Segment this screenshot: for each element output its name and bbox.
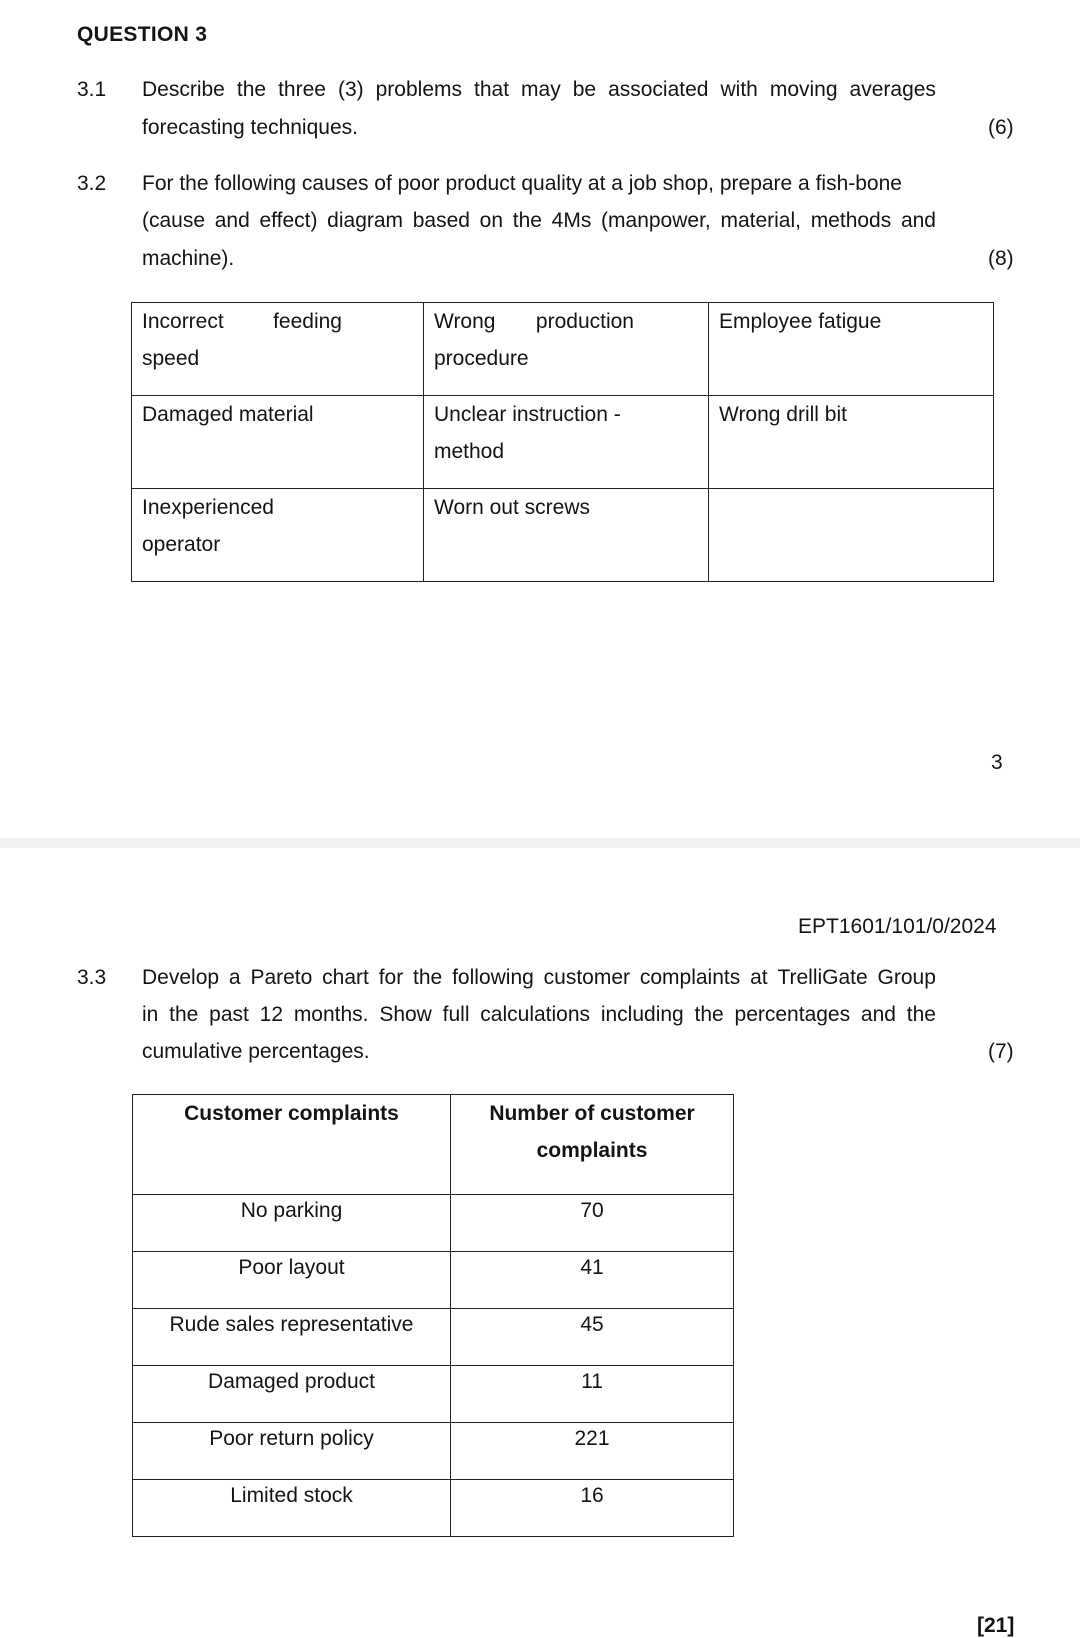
complaint-count-cell: 70 (451, 1195, 734, 1252)
header-customer-complaints: Customer complaints (133, 1095, 451, 1195)
page1-q32-line2-word: (manpower, (601, 209, 711, 232)
q31-line-2: forecasting techniques. (142, 116, 358, 139)
page1-q31-line1-word: problems (375, 78, 462, 101)
complaints-table-row (133, 1252, 734, 1309)
complaints-table (132, 1094, 734, 1537)
page2-q33-line1-word: at (750, 966, 768, 989)
page2-q33-line2-word: months. (293, 1003, 369, 1026)
q31-number: 3.1 (77, 78, 107, 101)
causes-table-cell (709, 303, 994, 396)
page1-q31-line1-word: may (521, 78, 561, 101)
page1-q31-line1-word: moving (769, 78, 838, 101)
page2-q33-line2-word: full (442, 1003, 470, 1026)
cause-word: Incorrect (142, 310, 224, 333)
q32-line-1-text: For the following causes of poor product quality at a job shop, prepare a fish-bone (142, 172, 902, 195)
page2-q33-line2-word: the (694, 1003, 724, 1026)
q32-marks: (8) (988, 247, 1014, 270)
page1-q32-line2-word: effect) (259, 209, 318, 232)
cause-line-2: procedure (434, 347, 529, 370)
page1-q31-line1-word: the (236, 78, 267, 101)
page1-q31-line1-word: (3) (337, 78, 364, 101)
page2-q33-line1-word: the (413, 966, 443, 989)
page1-q31-line1-word: Describe (142, 78, 225, 101)
causes-table-cell (424, 303, 709, 396)
total-marks: [21] (977, 1614, 1015, 1637)
complaints-table-row (133, 1195, 734, 1252)
question-heading: QUESTION 3 (77, 23, 208, 46)
causes-table-cell (709, 396, 994, 489)
page2-q33-line2-word: the (169, 1003, 199, 1026)
page2-q33-line2-word: including (600, 1003, 684, 1026)
page1-q32-line2-word: and (214, 209, 250, 232)
page2-q33-line2-word: 12 (259, 1003, 284, 1026)
causes-table-cell (709, 489, 994, 582)
complaint-count-cell: 45 (451, 1309, 734, 1366)
page1-q32-line2-word: 4Ms (551, 209, 592, 232)
complaint-name-cell: Poor return policy (133, 1423, 451, 1480)
page1-q31-line1-word: be (572, 78, 597, 101)
page2-q33-line2-word: and (860, 1003, 896, 1026)
page2-q33-line1-word: chart (322, 966, 369, 989)
causes-table-row (132, 396, 994, 489)
page2-q33-line2-word: Show (379, 1003, 432, 1026)
q33-marks: (7) (988, 1040, 1014, 1063)
page1-q31-line1-word: with (720, 78, 758, 101)
complaint-name-cell: Rude sales representative (133, 1309, 451, 1366)
page2-q33-line1-word: Pareto (250, 966, 313, 989)
cause-word: feeding (273, 310, 342, 333)
page2-q33-line1-word: complaints (639, 966, 741, 989)
page2-q33-line2-word: past (209, 1003, 249, 1026)
causes-table-row (132, 489, 994, 582)
complaint-name-cell: No parking (133, 1195, 451, 1252)
complaint-name-cell: Limited stock (133, 1480, 451, 1537)
cause-line-1: Unclear instruction - (434, 403, 621, 426)
cause-line-2: speed (142, 347, 200, 370)
complaints-table-row (133, 1309, 734, 1366)
page1-q31-line1-word: three (278, 78, 326, 101)
page1-q32-line2-word: (cause (142, 209, 206, 232)
cause-line-1 (142, 303, 342, 340)
cause-word: production (535, 310, 634, 333)
complaints-table-header-row (133, 1095, 734, 1195)
page1-q32-line2-word: and (900, 209, 936, 232)
cause-line-1: Employee fatigue (719, 310, 882, 333)
page1-q32-line2-word: the (512, 209, 542, 232)
complaint-count-cell: 41 (451, 1252, 734, 1309)
causes-table-cell (132, 396, 424, 489)
page2-q33-line2-word: the (906, 1003, 936, 1026)
cause-line-1 (434, 303, 634, 340)
q32-line-3: machine). (142, 247, 235, 270)
cause-line-2: method (434, 440, 505, 463)
page2-q33-line2-word: calculations (480, 1003, 591, 1026)
cause-line-1: Damaged material (142, 403, 314, 426)
header-number-of-complaints (451, 1095, 734, 1195)
cause-word: Wrong (434, 310, 496, 333)
q33-line-2 (142, 1003, 936, 1027)
complaint-count-cell: 16 (451, 1480, 734, 1537)
causes-table-cell (132, 303, 424, 396)
complaints-table-row (133, 1423, 734, 1480)
page2-q33-line1-word: customer (543, 966, 631, 989)
complaint-count-cell: 221 (451, 1423, 734, 1480)
q33-number: 3.3 (77, 966, 107, 989)
page-number: 3 (991, 751, 1003, 774)
page2-q33-line2-word: percentages (734, 1003, 851, 1026)
page1-q31-line1-word: that (474, 78, 510, 101)
q31-line-1 (142, 78, 936, 102)
page2-q33-line1-word: TrelliGate (777, 966, 868, 989)
page1-q31-line1-word: averages (849, 78, 936, 101)
page1-q31-line1-word: associated (608, 78, 709, 101)
page2-q33-line1-word: Group (877, 966, 936, 989)
page1-q32-line2-word: on (479, 209, 504, 232)
complaint-name-cell: Damaged product (133, 1366, 451, 1423)
complaint-name-cell: Poor layout (133, 1252, 451, 1309)
complaints-table-row (133, 1366, 734, 1423)
page1-q32-line2-word: diagram (327, 209, 404, 232)
q33-line-1 (142, 966, 936, 990)
page2-q33-line2-word: in (142, 1003, 159, 1026)
cause-line-2: operator (142, 533, 221, 556)
q32-number: 3.2 (77, 172, 107, 195)
page1-q32-line2-word: material, (720, 209, 801, 232)
cause-line-1: Wrong drill bit (719, 403, 847, 426)
document-code: EPT1601/101/0/2024 (798, 915, 997, 938)
complaint-count-cell: 11 (451, 1366, 734, 1423)
cause-line-1: Worn out screws (434, 496, 590, 519)
complaints-table-row (133, 1480, 734, 1537)
causes-table-cell (132, 489, 424, 582)
page-separator (0, 838, 1080, 848)
page2-q33-line1-word: for (378, 966, 404, 989)
q32-line-1 (142, 172, 936, 196)
q32-line-2 (142, 209, 936, 233)
cause-line-1: Inexperienced (142, 496, 274, 519)
page2-q33-line1-word: following (452, 966, 534, 989)
header-number-of-complaints-text: Number of customer complaints (489, 1102, 695, 1162)
page2-q33-line1-word: a (228, 966, 241, 989)
page1-q32-line2-word: based (412, 209, 470, 232)
page1-q32-line2-word: methods (810, 209, 892, 232)
q31-marks: (6) (988, 116, 1014, 139)
page2-q33-line1-word: Develop (142, 966, 220, 989)
causes-table-cell (424, 489, 709, 582)
causes-table (131, 302, 994, 582)
page-2 (0, 848, 1080, 1637)
q33-line-3: cumulative percentages. (142, 1040, 370, 1063)
causes-table-row (132, 303, 994, 396)
causes-table-cell (424, 396, 709, 489)
